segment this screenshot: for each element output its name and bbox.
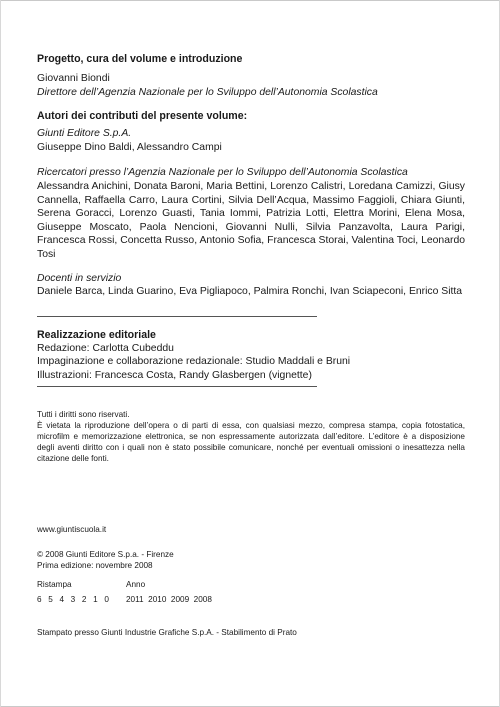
editorial-heading: Realizzazione editoriale	[37, 328, 156, 341]
teachers-names: Daniele Barca, Linda Guarino, Eva Pigliapoco, Palmira Ronchi, Ivan Sciapeconi, Enrico Sitta	[37, 286, 463, 298]
teachers-label: Docenti in servizio	[37, 272, 122, 284]
anno-years: 2011 2010 2009 2008	[126, 595, 212, 605]
copyright: © 2008 Giunti Editore S.p.a. - Firenze	[37, 549, 174, 559]
researchers-names: Alessandra Anichini, Donata Baroni, Maria Bettini, Lorenzo Calistri, Loredana Camizzi, Giusy Cannella, Raffaella Carro, Laura Cortini, Silvia Dell’Acqua, Massimo Faggioli, Chiara Giunti, Serena Goracci, Lorenzo Guasti, Tania Iommi, Patrizia Lotti, Elettra Morini, Elena Mosa, Giuseppe Moscato, Paola Nencioni, Giovanni Nulli, Silvia Panzavolta, Laura Parigi, Francesca Rossi, Concetta Russo, Antonio Sofia, Francesca Storai, Valentina Toci, Leonardo Tosi	[37, 180, 465, 260]
researchers-label: Ricercatori presso l’Agenzia Nazionale per lo Sviluppo dell’Autonomia Scolastica	[37, 167, 408, 179]
left-border	[0, 0, 1, 707]
editorial-impaginazione: Impaginazione e collaborazione redazionale: Studio Maddali e Bruni	[37, 356, 351, 368]
project-role: Direttore dell’Agenzia Nazionale per lo Sviluppo dell’Autonomia Scolastica	[37, 86, 378, 98]
project-heading: Progetto, cura del volume e introduzione	[37, 53, 243, 65]
project-name: Giovanni Biondi	[37, 73, 110, 84]
website: www.giuntiscuola.it	[37, 524, 107, 534]
ristampa-header-row	[37, 579, 465, 590]
publisher-label: Giunti Editore S.p.A.	[37, 128, 132, 140]
page-content	[37, 52, 465, 638]
printer-line: Stampato presso Giunti Industrie Grafiche S.p.A. - Stabilimento di Prato	[37, 628, 297, 638]
rights-text: Tutti i diritti sono riservati.	[37, 409, 130, 419]
edition: Prima edizione: novembre 2008	[37, 560, 153, 570]
authors-heading: Autori dei contributi del presente volume:	[37, 110, 248, 123]
ristampa-label: Ristampa	[37, 580, 72, 590]
legal-notice: È vietata la riproduzione dell’opera o di parti di essa, con qualsiasi mezzo, compresa stampa, copia fotostatica, microfilm e memorizzazione elettronica, se non espressamente autorizzata dall’editore. L’editore è a disposizione degli aventi diritto con i quali non è stato possibile comunicare, nonché per eventuali omissioni o inesattezza nella citazione delle fonti.	[37, 420, 465, 464]
ristampa-values-row	[37, 594, 465, 605]
editorial-redazione: Redazione: Carlotta Cubeddu	[37, 342, 174, 354]
anno-label: Anno	[126, 580, 146, 590]
publisher-authors: Giuseppe Dino Baldi, Alessandro Campi	[37, 141, 222, 153]
ristampa-numbers: 6 5 4 3 2 1 0	[37, 595, 112, 605]
top-border	[0, 0, 500, 1]
editorial-illustrazioni: Illustrazioni: Francesca Costa, Randy Glasbergen (vignette)	[37, 369, 312, 381]
